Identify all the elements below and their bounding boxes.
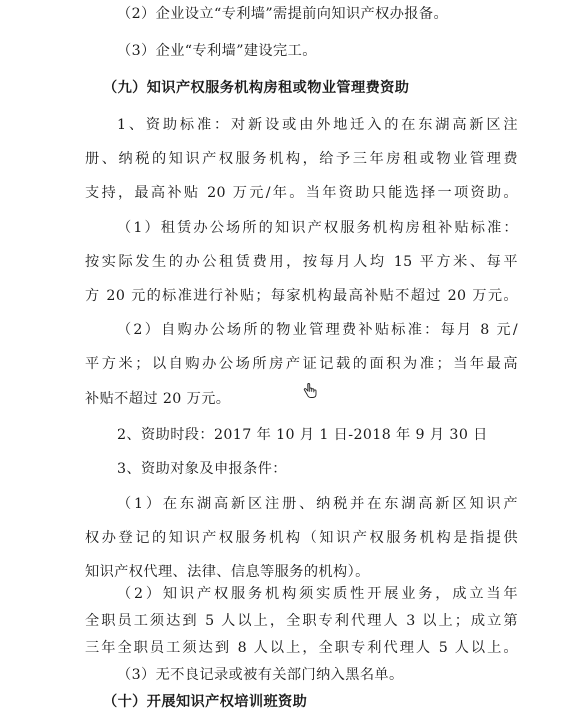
section-heading: （九）知识产权服务机构房租或物业管理费资助 <box>103 80 410 96</box>
paragraph-line: （1）在东湖高新区注册、纳税并在东湖高新区知识产 <box>117 496 518 512</box>
paragraph-line: 2、资助时段：2017 年 10 月 1 日-2018 年 9 月 30 日 <box>117 427 488 443</box>
paragraph-line: 方 20 元的标准进行补贴；每家机构最高补贴不超过 20 万元。 <box>85 288 518 304</box>
paragraph-line: 全职员工须达到 5 人以上，全职专利代理人 3 以上；成立第 <box>85 613 518 629</box>
paragraph-line: （1）租赁办公场所的知识产权服务机构房租补贴标准： <box>117 220 518 236</box>
hand-pointer-icon <box>303 382 317 400</box>
paragraph-line: （2）企业设立“专利墙”需提前向知识产权办报备。 <box>117 6 449 22</box>
paragraph-line: （2）知识产权服务机构须实质性开展业务，成立当年 <box>117 586 518 602</box>
paragraph-line: 3、资助对象及申报条件： <box>117 461 287 477</box>
paragraph-line: 支持，最高补贴 20 万元/年。当年资助只能选择一项资助。 <box>85 185 518 201</box>
paragraph-line: 权办登记的知识产权服务机构（知识产权服务机构是指提供 <box>85 530 518 546</box>
paragraph-line: 三年全职员工须达到 8 人以上，全职专利代理人 5 人以上。 <box>85 640 518 656</box>
paragraph-line: 1、资助标准：对新设或由外地迁入的在东湖高新区注 <box>117 117 518 133</box>
paragraph-line: （3）企业“专利墙”建设完工。 <box>117 43 317 59</box>
paragraph-line: 册、纳税的知识产权服务机构，给予三年房租或物业管理费 <box>85 151 518 167</box>
paragraph-line: （2）自购办公场所的物业管理费补贴标准：每月 8 元/ <box>117 322 518 338</box>
section-heading: （十）开展知识产权培训班资助 <box>103 694 308 710</box>
paragraph-line: （3）无不良记录或被有关部门纳入黑名单。 <box>117 667 404 683</box>
paragraph-line: 平方米；以自购办公场所房产证记载的面积为准；当年最高 <box>85 356 518 372</box>
paragraph-line: 知识产权代理、法律、信息等服务的机构）。 <box>85 564 370 580</box>
paragraph-line: 补贴不超过 20 万元。 <box>85 391 231 407</box>
paragraph-line: 按实际发生的办公租赁费用，按每月人均 15 平方米、每平 <box>85 254 518 270</box>
